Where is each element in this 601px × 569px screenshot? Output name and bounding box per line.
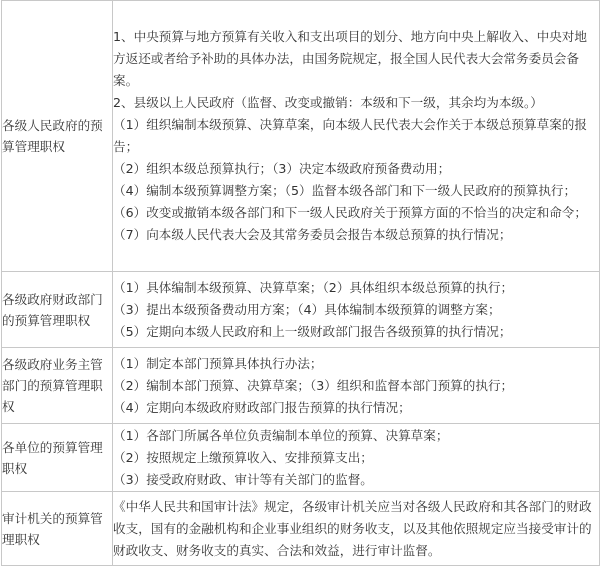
duty-item: 2、县级以上人民政府（监督、改变或撤销：本级和下一级，其余均为本级。） [113, 95, 543, 110]
role-cell: 审计机关的预算管理职权 [2, 492, 113, 566]
role-cell: 各级政府业务主管部门的预算管理职权 [2, 348, 113, 424]
duty-item: 《中华人民共和国审计法》规定，各级审计机关应当对各级人民政府和其各部门的财政收支，国有的金融机构和企业事业组织的财务收支，以及其他依照规定应当接受审计的财政收支、财务收支的真实、合法和效益，进行审计监督。 [113, 498, 592, 558]
duty-item: （2）组织本级总预算执行；（3）决定本级政府预备费动用； [113, 161, 451, 176]
duty-item: （3）提出本级预备费动用方案；（4）具体编制本级预算的调整方案； [113, 301, 501, 317]
duties-cell [113, 492, 600, 566]
duty-item: （4）编制本级预算调整方案；（5）监督本级各部门和下一级人民政府的预算执行； [113, 183, 577, 198]
role-cell: 各单位的预算管理职权 [2, 424, 113, 492]
role-cell: 各级政府财政部门的预算管理职权 [2, 272, 113, 348]
duty-item: （4）定期向本级政府财政部门报告预算的执行情况； [113, 399, 411, 415]
table-row [2, 272, 600, 348]
duty-item: （2）按照规定上缴预算收入、安排预算支出； [113, 449, 373, 465]
duty-item: （7）向本级人民代表大会及其常务委员会报告本级总预算的执行情况； [113, 227, 512, 242]
table-row [2, 348, 600, 424]
duty-item: （1）组织编制本级预算、决算草案，向本级人民代表大会作关于本级总预算草案的报告； [113, 117, 587, 154]
duties-cell [113, 1, 600, 272]
duty-item: （5）定期向本级人民政府和上一级财政部门报告各级预算的执行情况； [113, 323, 512, 339]
duty-item: （1）各部门所属各单位负责编制本单位的预算、决算草案； [113, 427, 449, 443]
duty-item: （3）接受政府财政、审计等有关部门的监督。 [113, 471, 373, 487]
role-cell: 各级人民政府的预算管理职权 [2, 1, 113, 272]
duties-cell [113, 272, 600, 348]
duty-item: （6）改变或撤销本级各部门和下一级人民政府关于预算方面的不恰当的决定和命令； [113, 205, 587, 220]
table-row [2, 1, 600, 272]
duty-item: 1、中央预算与地方预算有关收入和支出项目的划分、地方向中央上解收入、中央对地方返还或者给予补助的具体办法，由国务院规定，报全国人民代表大会常务委员会备案。 [113, 29, 587, 88]
duty-item: （1）具体编制本级预算、决算草案；（2）具体组织本级总预算的执行； [113, 279, 514, 295]
table-row [2, 424, 600, 492]
table-row [2, 492, 600, 566]
duty-item: （2）编制本部门预算、决算草案；（3）组织和监督本部门预算的执行； [113, 377, 514, 393]
duties-cell [113, 424, 600, 492]
budget-authority-table [1, 0, 600, 566]
duties-cell [113, 348, 600, 424]
duty-item: （1）制定本部门预算具体执行办法； [113, 355, 323, 371]
